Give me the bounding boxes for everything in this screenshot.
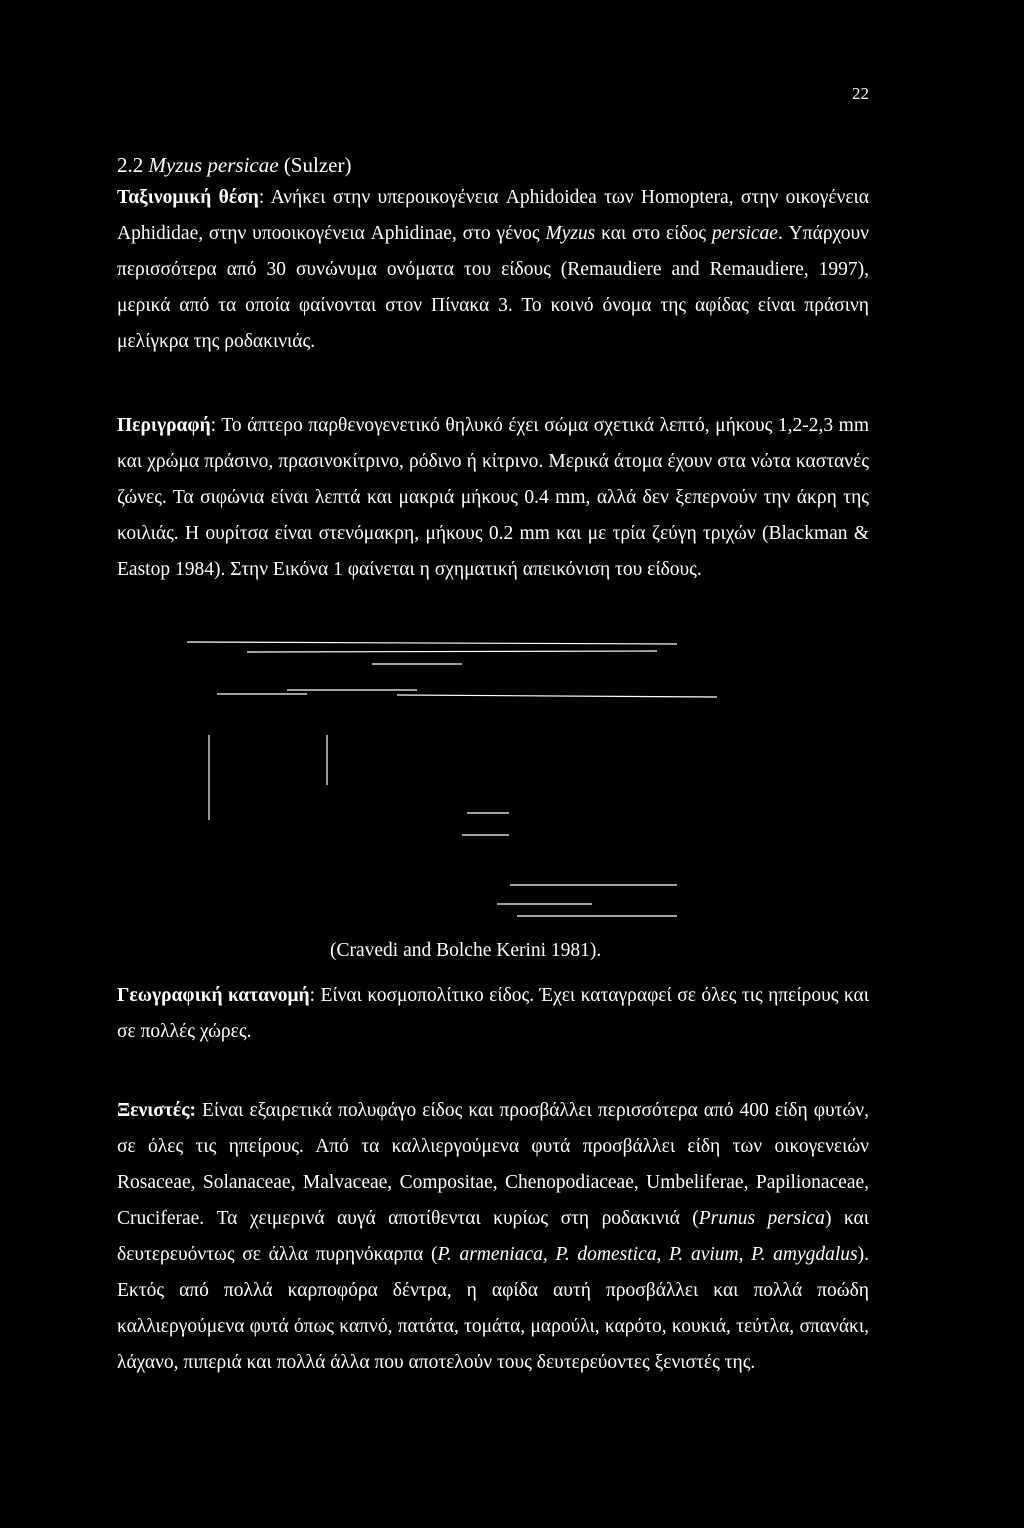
description-paragraph [117, 408, 869, 588]
hosts-text-1: Είναι εξαιρετικά πολυφάγο είδος και προσβάλλει περισσότερα από 400 είδη φυτών, σε όλες τις ηπείρους. Από τα καλλιεργούμενα φυτά προσβάλλει είδη των οικογενειών Rosaceae, Solanaceae, Malvaceae, Compositae, Chenopodiaceae, Umbeliferae, Papilionaceae, Cruciferae. Τα χειμερινά αυγά αποτίθενται κυρίως στη ροδακινιά ( [117, 1100, 869, 1229]
species-epithet: persicae [711, 223, 778, 244]
taxonomy-text-3: . Υπάρχουν περισσότερα από 30 συνώνυμα ονόματα του είδους (Remaudiere and Remaudiere, 1997), μερικά από τα οποία φαίνονται στον Πίνακα 3. Το κοινό όνομα της αφίδας είναι πράσινη μελίγκρα της ροδακινιάς. [117, 223, 869, 352]
species-author: (Sulzer) [278, 153, 352, 177]
figure-caption: (Cravedi and Bolche Kerini 1981). [330, 940, 602, 961]
taxonomy-paragraph [117, 180, 869, 360]
species-name: Myzus persicae [148, 153, 279, 177]
description-text: : Το άπτερο παρθενογενετικό θηλυκό έχει σώμα σχετικά λεπτό, μήκους 1,2-2,3 mm και χρώμα πράσινο, πρασινοκίτρινο, ρόδινο ή κίτρινο. Μερικά άτομα έχουν στα νώτα καστανές ζώνες. Τα σιφώνια είναι λεπτά και μακριά μήκους 0.4 mm, αλλά δεν ξεπερνούν την άκρη της κοιλιάς. Η ουρίτσα είναι στενόμακρη, μήκους 0.2 mm και με τρία ζεύγη τριχών (Blackman & Eastop 1984). Στην Εικόνα 1 φαίνεται η σχηματική απεικόνιση του είδους. [117, 415, 869, 580]
hosts-paragraph [117, 1093, 869, 1381]
prunus-persica: Prunus persica [698, 1208, 825, 1229]
figure-drawing [117, 630, 877, 930]
prunus-armeniaca: P. armeniaca, [437, 1244, 548, 1265]
prunus-others: P. domestica, P. avium, P. amygdalus [555, 1244, 858, 1265]
description-label: Περιγραφή [117, 415, 211, 436]
distribution-paragraph [117, 978, 869, 1050]
taxonomy-label: Ταξινομική θέση [117, 187, 259, 208]
taxonomy-text-1: : Ανήκει στην υπεροικογένεια Aphidoidea των Homoptera, στην οικογένεια Aphididae, στην υποοικογένεια Aphidinae, στο γένος [117, 187, 870, 244]
distribution-label: Γεωγραφική κατανομή [117, 985, 310, 1006]
hosts-text-3: ). Εκτός από πολλά καρποφόρα δέντρα, η αφίδα αυτή προσβάλλει και πολλά ποώδη καλλιεργούμενα φυτά όπως καπνό, πατάτα, τομάτα, μαρούλι, καρότο, κουκιά, τεύτλα, σπανάκι, λάχανο, πιπεριά και πολλά άλλα που αποτελούν τους δευτερεύοντες ξενιστές της. [117, 1244, 869, 1373]
hosts-text-2: ) και δευτερευόντως σε άλλα πυρηνόκαρπα ( [117, 1208, 869, 1265]
distribution-text: : Είναι κοσμοπολίτικο είδος. Έχει καταγραφεί σε όλες τις ηπείρους και σε πολλές χώρες. [117, 985, 869, 1042]
section-heading [117, 153, 351, 178]
hosts-label: Ξενιστές: [117, 1100, 196, 1121]
section-number: 2.2 [117, 153, 149, 177]
species-figure [117, 630, 877, 960]
taxonomy-text-2: και στο είδος [595, 223, 712, 244]
page-number: 22 [852, 84, 869, 103]
genus-name: Myzus [545, 223, 596, 244]
